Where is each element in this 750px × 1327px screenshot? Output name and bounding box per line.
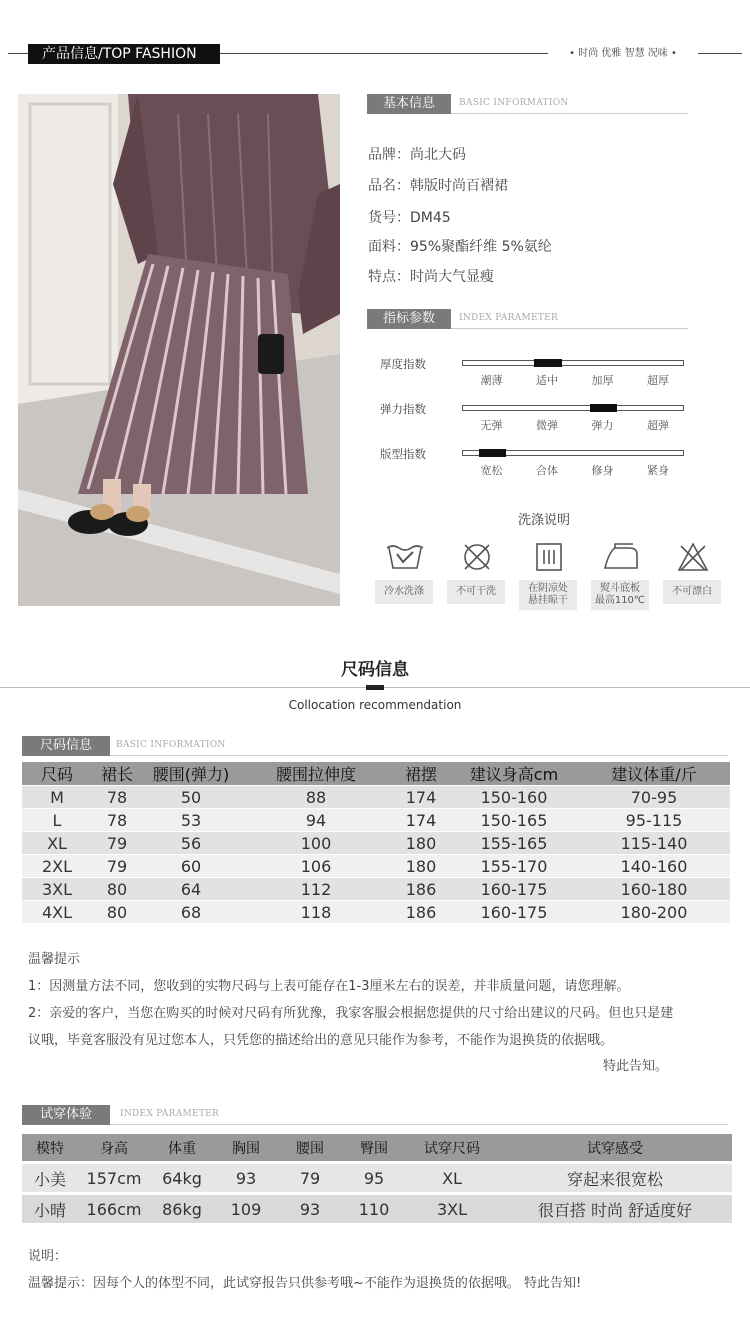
size-cell: 150-165: [450, 809, 578, 832]
size-cell: 80: [92, 901, 142, 924]
trial-cell: 64kg: [150, 1163, 214, 1194]
trial-cell: 95: [342, 1163, 406, 1194]
info-fabric: 面料：95%聚酯纤维 5%氨纶: [368, 239, 552, 255]
size-cell: 79: [92, 855, 142, 878]
size-cell: 140-160: [578, 855, 730, 878]
scale-label: 弹力指数: [380, 402, 426, 416]
trial-cell: 小美: [22, 1163, 78, 1194]
footer-text: 温馨提示：因每个人的体型不同，此试穿报告只供参考哦~不能作为退换货的依据哦。 特此告知!: [28, 1276, 582, 1291]
size-section-subtitle: Collocation recommendation: [288, 698, 462, 712]
scale-bar: [462, 405, 684, 411]
size-cell: 186: [392, 901, 450, 924]
size-cell: 180: [392, 855, 450, 878]
trial-header-cell: 臀围: [342, 1134, 406, 1163]
scale-option: 适中: [536, 374, 559, 387]
size-table-header: [22, 762, 730, 786]
table-row: [22, 901, 730, 924]
size-cell: 53: [142, 809, 240, 832]
trial-cell: 110: [342, 1194, 406, 1224]
index-param-label: 指标参数: [367, 309, 451, 329]
info-item-number: 货号：DM45: [368, 210, 451, 226]
trial-cell: 小晴: [22, 1194, 78, 1224]
size-header-cell: 腰围拉伸度: [240, 762, 392, 786]
trial-cell: 93: [214, 1163, 278, 1194]
table-row: [22, 878, 730, 901]
trial-header-cell: 模特: [22, 1134, 78, 1163]
trial-cell: 穿起来很宽松: [498, 1163, 732, 1194]
size-header-cell: 建议身高cm: [450, 762, 578, 786]
wash-label: 冷水洗涤: [375, 580, 433, 604]
trial-cell: 157cm: [78, 1163, 150, 1194]
size-section-mark: [366, 685, 384, 690]
header-slogan: • 时尚 优雅 智慧 况味 •: [548, 45, 698, 63]
size-header-cell: 裙摆: [392, 762, 450, 786]
trial-bar: [22, 1105, 728, 1125]
trial-header-cell: 试穿感受: [498, 1134, 732, 1163]
tips-title: 温馨提示: [28, 952, 81, 967]
trial-cell: XL: [406, 1163, 498, 1194]
cold-wash-icon: [383, 540, 427, 578]
size-cell: 180: [392, 832, 450, 855]
trial-en: INDEX PARAMETER: [120, 1109, 220, 1119]
product-photo: [18, 94, 340, 606]
size-cell: 78: [92, 786, 142, 809]
size-table: [22, 762, 730, 923]
trial-cell: 166cm: [78, 1194, 150, 1224]
no-bleach-icon: [671, 540, 715, 578]
size-cell: 160-175: [450, 878, 578, 901]
size-section-title: 尺码信息: [341, 660, 409, 680]
table-row: [22, 1163, 732, 1194]
scale-option: 超弹: [647, 419, 670, 432]
size-cell: 160-175: [450, 901, 578, 924]
size-cell: 78: [92, 809, 142, 832]
tips-line-1: 1：因测量方法不同，您收到的实物尺码与上表可能存在1-3厘米左右的误差，并非质量问题，请您理解。: [28, 979, 630, 994]
scale-option: 修身: [591, 464, 614, 477]
trial-table-wrap: [22, 1134, 732, 1223]
size-cell: 155-170: [450, 855, 578, 878]
wash-label: 在阴凉处 悬挂晾干: [519, 580, 577, 610]
table-row: [22, 1194, 732, 1224]
scale-marker: [534, 359, 562, 367]
size-cell: 88: [240, 786, 392, 809]
size-cell: L: [22, 809, 92, 832]
size-cell: 160-180: [578, 878, 730, 901]
trial-header-cell: 体重: [150, 1134, 214, 1163]
size-cell: 2XL: [22, 855, 92, 878]
size-cell: 186: [392, 878, 450, 901]
size-cell: 106: [240, 855, 392, 878]
wash-label: 不可漂白: [663, 580, 721, 604]
size-info-bar: [22, 736, 728, 756]
scale-option: 紧身: [647, 464, 670, 477]
size-cell: 112: [240, 878, 392, 901]
size-cell: 70-95: [578, 786, 730, 809]
hang-dry-shade-icon: [527, 540, 571, 578]
index-param-bar: [367, 309, 688, 329]
scale-option: 微弹: [536, 419, 559, 432]
size-cell: 174: [392, 809, 450, 832]
scale-option: 超厚: [647, 374, 670, 387]
size-cell: 64: [142, 878, 240, 901]
wash-list: [375, 540, 735, 610]
size-cell: 3XL: [22, 878, 92, 901]
size-cell: 4XL: [22, 901, 92, 924]
size-cell: 174: [392, 786, 450, 809]
scale-label: 厚度指数: [380, 357, 426, 371]
trial-header-cell: 身高: [78, 1134, 150, 1163]
header-tag: 产品信息/TOP FASHION: [28, 44, 220, 64]
trial-cell: 86kg: [150, 1194, 214, 1224]
size-header-cell: 腰围(弹力): [142, 762, 240, 786]
index-param-en: INDEX PARAMETER: [459, 313, 559, 323]
size-cell: 50: [142, 786, 240, 809]
trial-header-cell: 腰围: [278, 1134, 342, 1163]
size-cell: 94: [240, 809, 392, 832]
size-header-cell: 尺码: [22, 762, 92, 786]
size-cell: 150-160: [450, 786, 578, 809]
size-table-wrap: [22, 762, 730, 923]
table-row: [22, 832, 730, 855]
info-brand: 品牌：尚北大码: [368, 147, 466, 163]
basic-info-bar: [367, 94, 688, 114]
scale-option: 潮薄: [480, 374, 503, 387]
tips-sign: 特此告知。: [603, 1059, 669, 1074]
scale-option: 弹力: [591, 419, 614, 432]
size-cell: 79: [92, 832, 142, 855]
trial-cell: 93: [278, 1194, 342, 1224]
trial-header-cell: 试穿尺码: [406, 1134, 498, 1163]
table-row: [22, 855, 730, 878]
size-cell: 60: [142, 855, 240, 878]
trial-table: [22, 1134, 732, 1223]
wash-title: 洗涤说明: [518, 513, 571, 528]
size-cell: 68: [142, 901, 240, 924]
size-cell: 80: [92, 878, 142, 901]
index-scales: [380, 352, 690, 482]
slogan-text: 时尚 优雅 智慧 况味: [578, 48, 668, 59]
size-cell: 155-165: [450, 832, 578, 855]
trial-header-cell: 胸围: [214, 1134, 278, 1163]
scale-marker: [590, 404, 618, 412]
size-header-cell: 建议体重/斤: [578, 762, 730, 786]
basic-info-en: BASIC INFORMATION: [459, 98, 569, 108]
size-info-label: 尺码信息: [22, 736, 110, 756]
size-header-cell: 裙长: [92, 762, 142, 786]
trial-cell: 很百搭 时尚 舒适度好: [498, 1194, 732, 1224]
table-row: [22, 786, 730, 809]
basic-info-label: 基本信息: [367, 94, 451, 114]
size-cell: 56: [142, 832, 240, 855]
size-info-en: BASIC INFORMATION: [116, 740, 226, 750]
trial-label: 试穿体验: [22, 1105, 110, 1125]
size-cell: 95-115: [578, 809, 730, 832]
size-cell: 100: [240, 832, 392, 855]
size-cell: XL: [22, 832, 92, 855]
footer-title: 说明：: [28, 1249, 68, 1264]
size-cell: 115-140: [578, 832, 730, 855]
no-dry-clean-icon: [455, 540, 499, 578]
scale-option: 无弹: [480, 419, 503, 432]
table-row: [22, 809, 730, 832]
info-feature: 特点：时尚大气显瘦: [368, 269, 494, 285]
scale-label: 版型指数: [380, 447, 426, 461]
trial-table-header: [22, 1134, 732, 1163]
scale-option: 加厚: [591, 374, 614, 387]
tips-line-2a: 2：亲爱的客户，当您在购买的时候对尺码有所犹豫，我家客服会根据您提供的尺寸给出建议的尺码。但也只是建: [28, 1006, 674, 1021]
size-cell: 118: [240, 901, 392, 924]
tips-line-2b: 议哦，毕竟客服没有见过您本人，只凭您的描述给出的意见只能作为参考，不能作为退换货的依据哦。: [28, 1033, 614, 1048]
scale-marker: [479, 449, 507, 457]
wash-label: 熨斗底板 最高110℃: [591, 580, 649, 610]
trial-cell: 79: [278, 1163, 342, 1194]
iron-icon: [599, 540, 643, 578]
scale-option: 合体: [536, 464, 559, 477]
scale-bar: [462, 360, 684, 366]
wash-label: 不可干洗: [447, 580, 505, 604]
scale-option: 宽松: [480, 464, 503, 477]
size-cell: M: [22, 786, 92, 809]
trial-cell: 109: [214, 1194, 278, 1224]
trial-cell: 3XL: [406, 1194, 498, 1224]
size-cell: 180-200: [578, 901, 730, 924]
info-product-name: 品名：韩版时尚百褶裙: [368, 178, 508, 194]
